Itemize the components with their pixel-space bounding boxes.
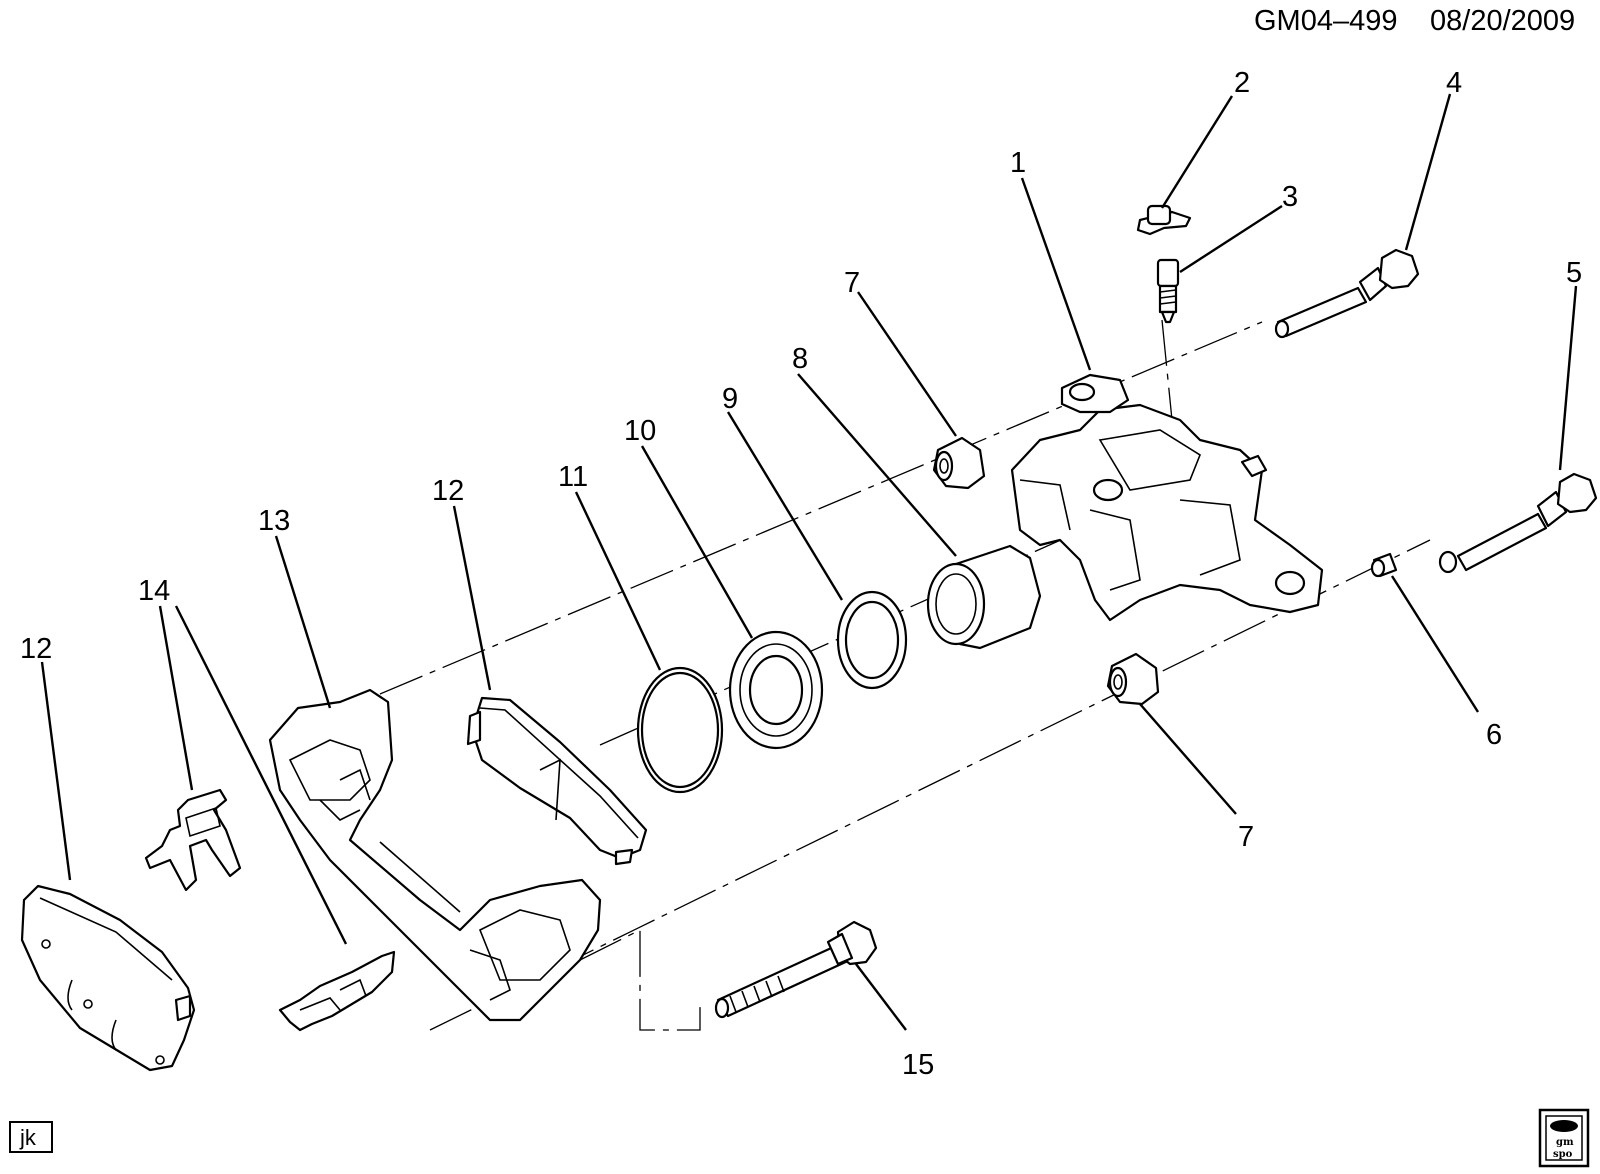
piston-seal bbox=[838, 592, 906, 688]
callout-7-upper: 7 bbox=[844, 267, 861, 299]
callout-15: 15 bbox=[902, 1049, 935, 1081]
header bbox=[1254, 5, 1575, 37]
leader-lines bbox=[42, 94, 1576, 1030]
callout-13: 13 bbox=[258, 505, 291, 537]
callout-10: 10 bbox=[624, 415, 657, 447]
bracket-mounting-bolt bbox=[716, 922, 876, 1017]
gm-spo-logo-icon bbox=[1540, 1110, 1588, 1166]
guide-pin-boot-lower bbox=[1108, 654, 1158, 704]
callout-1: 1 bbox=[1010, 147, 1027, 179]
pad-clip-upper bbox=[146, 790, 240, 890]
leader-7a bbox=[858, 292, 956, 436]
corner-tag bbox=[10, 1122, 52, 1152]
callout-2: 2 bbox=[1234, 67, 1251, 99]
drawing-id: GM04–499 bbox=[1254, 5, 1398, 37]
leader-3 bbox=[1180, 206, 1282, 272]
leader-13 bbox=[276, 536, 330, 708]
guide-pin-bolt-lower bbox=[1440, 474, 1596, 572]
leader-12a bbox=[454, 506, 490, 690]
callout-11: 11 bbox=[558, 461, 589, 493]
leader-12b bbox=[42, 662, 70, 880]
leader-5 bbox=[1560, 286, 1576, 470]
callout-12-left: 12 bbox=[20, 633, 53, 665]
bushing bbox=[1372, 554, 1396, 576]
callout-7-lower: 7 bbox=[1238, 821, 1255, 853]
leader-6 bbox=[1392, 576, 1478, 712]
callout-6: 6 bbox=[1486, 719, 1503, 751]
leader-7b bbox=[1140, 704, 1236, 814]
callout-4: 4 bbox=[1446, 67, 1463, 99]
o-ring bbox=[638, 668, 722, 792]
caliper-piston bbox=[928, 546, 1040, 648]
callout-5: 5 bbox=[1566, 257, 1583, 289]
brake-pad-left bbox=[22, 886, 194, 1070]
center-line-bracket-bolt bbox=[580, 930, 700, 1030]
leader-2 bbox=[1162, 96, 1232, 208]
guide-pin-bolt-upper bbox=[1276, 250, 1418, 337]
piston-dust-boot bbox=[730, 632, 822, 748]
leader-14a bbox=[160, 606, 192, 790]
caliper-housing bbox=[1012, 375, 1322, 620]
guide-pin-boot-upper bbox=[934, 438, 984, 488]
leader-10 bbox=[642, 446, 752, 638]
callout-9: 9 bbox=[722, 383, 739, 415]
drawing-date: 08/20/2009 bbox=[1430, 5, 1576, 37]
pad-clip-lower bbox=[280, 952, 394, 1030]
callout-12-center: 12 bbox=[432, 475, 465, 507]
callout-14: 14 bbox=[138, 575, 171, 607]
leader-4 bbox=[1406, 94, 1450, 250]
leader-15 bbox=[856, 964, 906, 1030]
bleeder-cap bbox=[1138, 206, 1190, 234]
center-line-bleeder bbox=[1162, 320, 1172, 420]
bleeder-valve bbox=[1158, 260, 1178, 322]
corner-tag-text: jk bbox=[20, 1125, 36, 1150]
callout-8: 8 bbox=[792, 343, 809, 375]
callout-3: 3 bbox=[1282, 181, 1299, 213]
leader-1 bbox=[1022, 178, 1090, 370]
logo-line-2: spo bbox=[1553, 1149, 1573, 1160]
logo-line-1: gm bbox=[1556, 1137, 1574, 1148]
brake-pad-center bbox=[468, 698, 646, 864]
